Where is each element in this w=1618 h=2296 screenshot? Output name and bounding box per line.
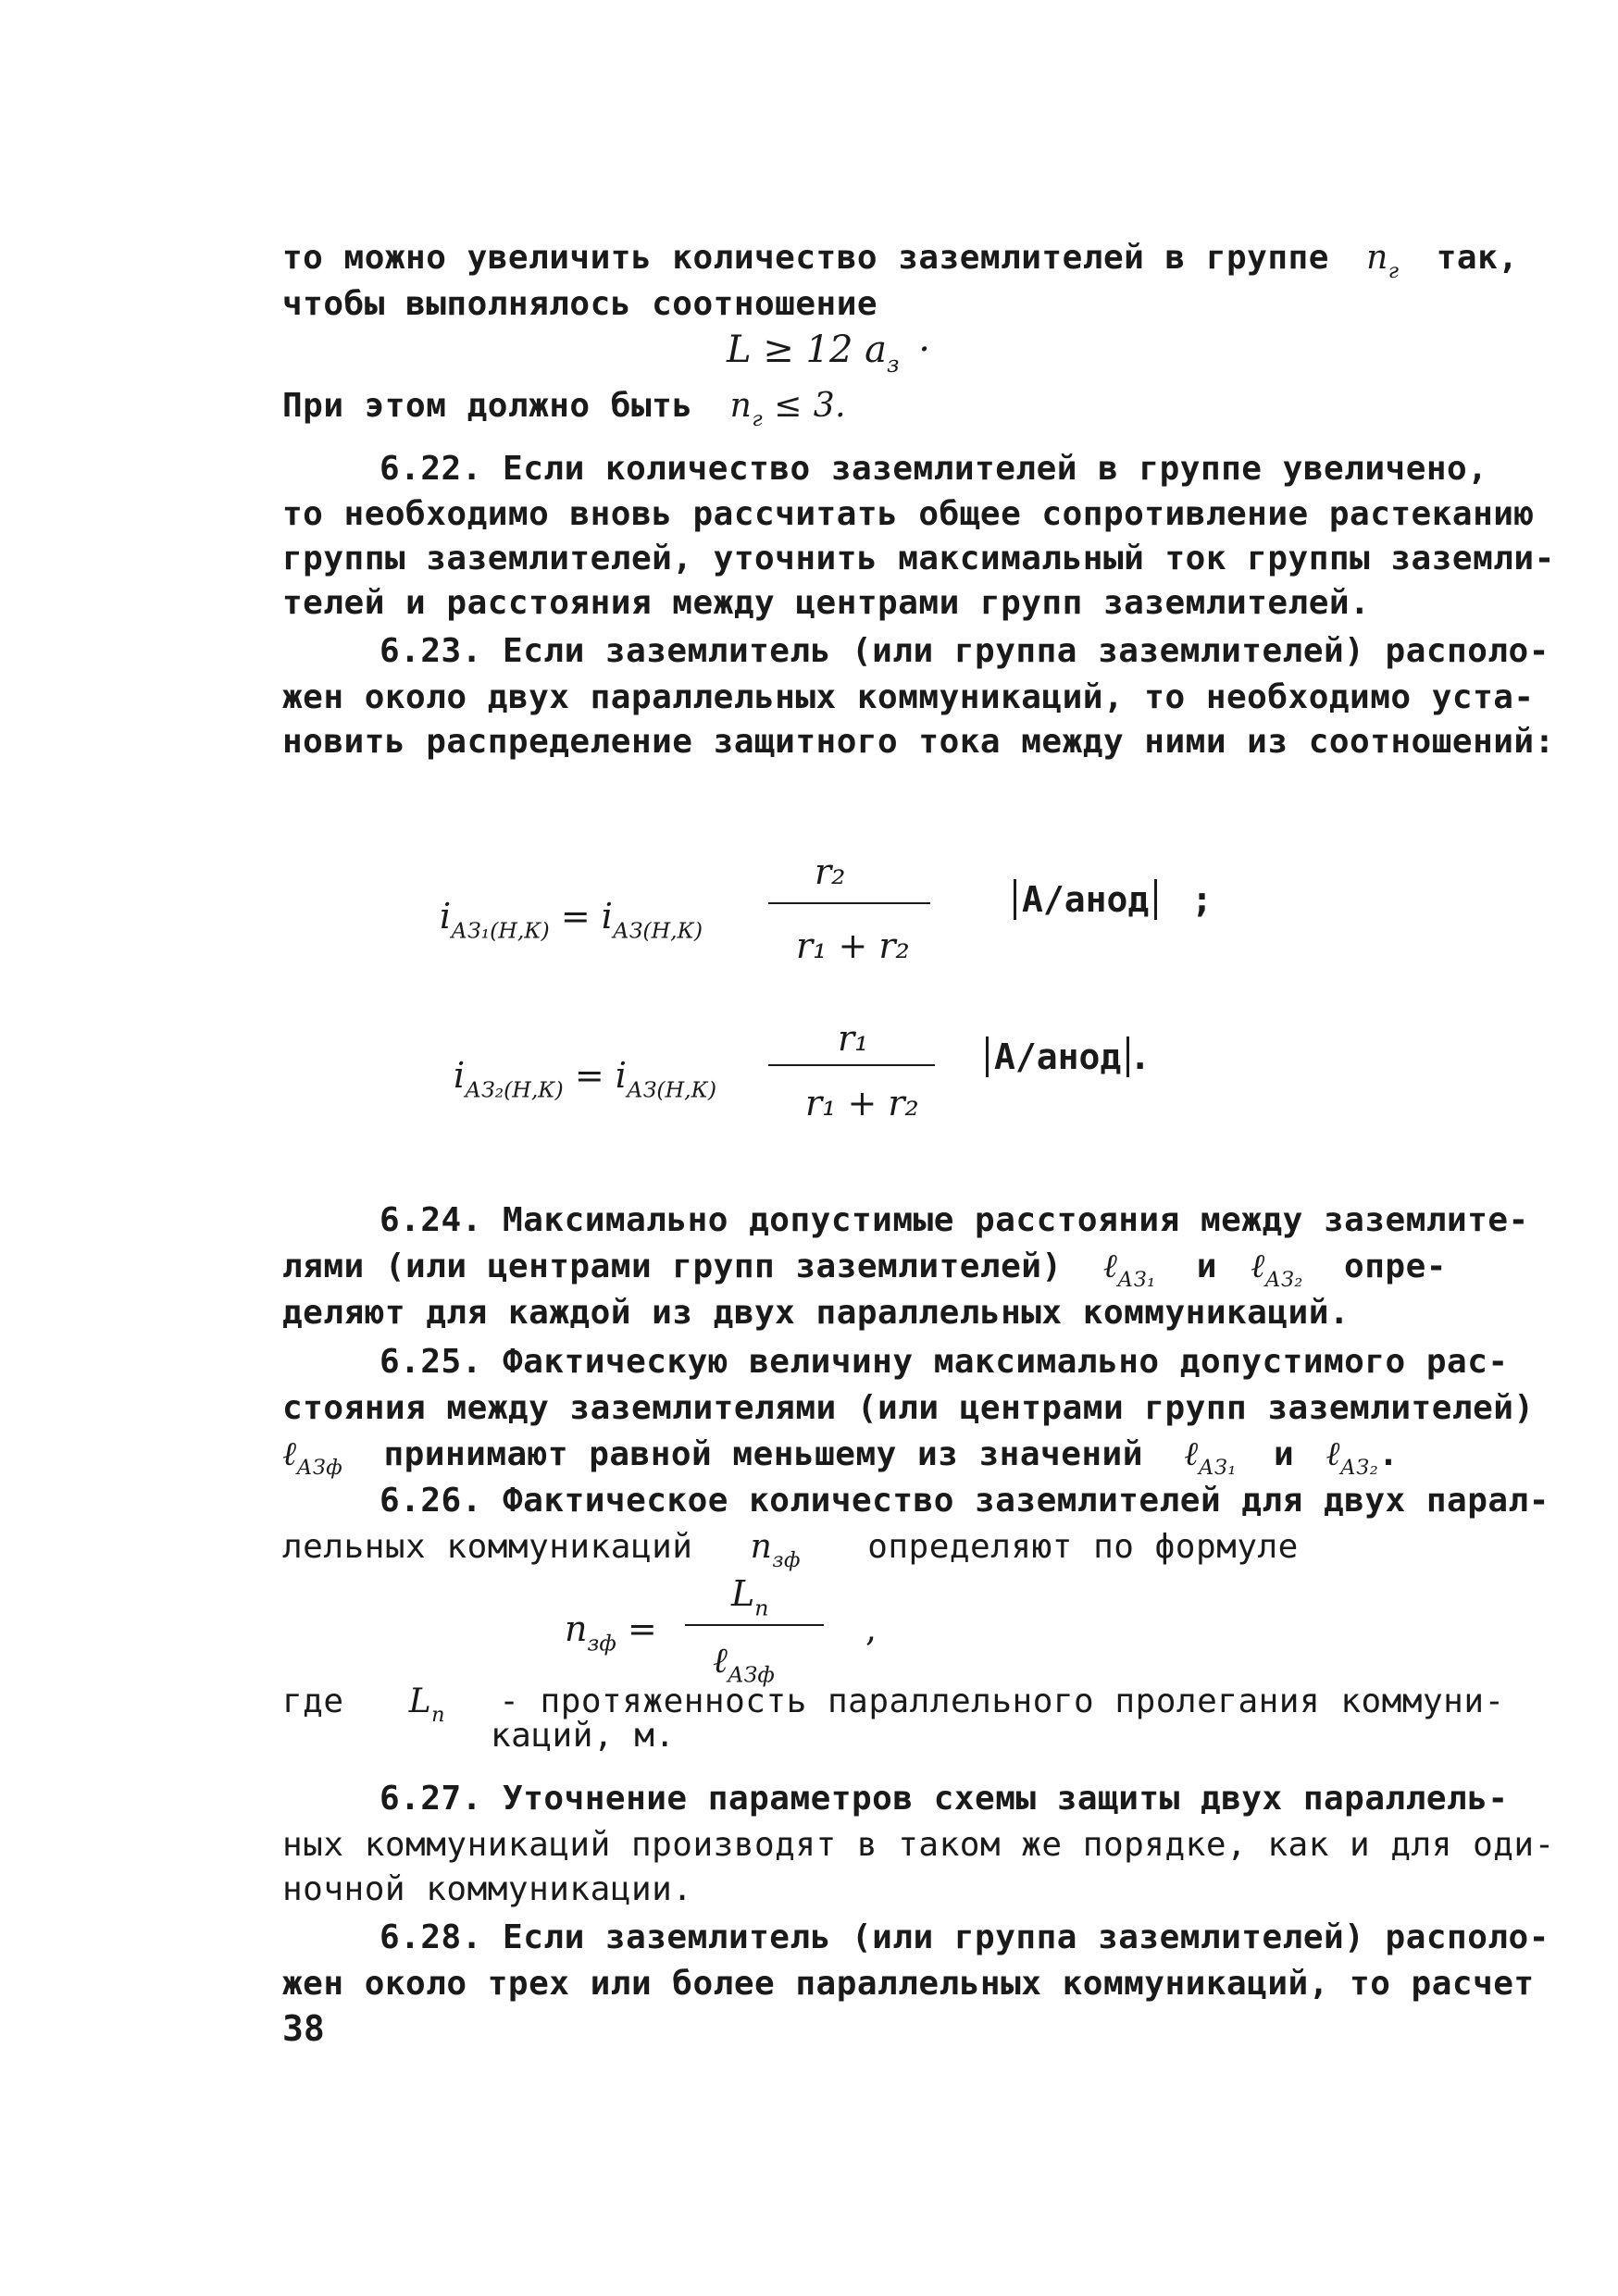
p628-line-1: 6.28. Если заземлитель (или группа заземлителей) располо- [380,1918,1550,1956]
p622-line-2: то необходимо вновь рассчитать общее сопротивление растеканию [282,495,1535,533]
count-numerator: $L_п$ [731,1573,769,1621]
p625-line-1: 6.25. Фактическую величину максимально допустимого рас- [380,1343,1509,1381]
var-n-g: $n_г$ [1366,239,1400,284]
document-page: то можно увеличить количество заземлителей в группе $n_г$ так, чтобы выполнялось соотношение L ≥ 12 $a_з$ · При этом должно быть $n_г \le 3$. 6.22. Если количество заземлителей в группе увеличено, то необходимо вновь рассчитать общее сопротивление растеканию группы заземлителей, уточнить максимальный ток группы заземли- телей и расстояния между центрами групп заземлителей. 6.23. Если заземлитель (или группа заземлителей) располо- жен около двух параллельных коммуникаций, то необходимо уста- новить распределение защитного тока между ними из соотношений: $i_{АЗ_1(Н,К)} = i_{АЗ(Н,К)}$ r₂ r₁ + r₂ А/анод ; $i_{АЗ_2(Н,К)} = i_{АЗ(Н,К)}$ r₁ r₁ + r₂ А/анод . 6.24. Максимально допустимые расстояния между заземлите- лями (или центрами групп заземлителей) ℓ$_{АЗ_1}$ и ℓ$_{АЗ_2}$ опре- деляют для каждой из двух параллельных коммуникаций. 6.25. Фактическую величину максимально допустимого рас- стояния между заземлителями (или центрами групп заземлителей) ℓ$_{АЗф}$ принимают равной меньшему из значений ℓ$_{АЗ_1}$ и ℓ$_{АЗ_2}$. 6.26. Фактическое количество заземлителей для двух парал- лельных коммуникаций $n_{зф}$ определяют по формуле $n_{зф}$ = $L_п$ ℓ$_{АЗф}$ , где $L_п$ - протяженность параллельного пролегания коммуни- каций, м. 6.27. Уточнение параметров схемы защиты двух параллель- ных коммуникаций производят в таком же порядке, как и для оди- ночной коммуникации. 6.28. Если заземлитель (или группа заземлителей) располо- жен около трех или более параллельных коммуникаций, то расчет 38 [0,0,1618,2296]
fraction-2-bar [768,1064,935,1066]
p623-line-2: жен около двух параллельных коммуникаций, то необходимо уста- [282,678,1535,716]
p626-line-1: 6.26. Фактическое количество заземлителей для двух парал- [380,1482,1550,1520]
p622-line-4: телей и расстояния между центрами групп заземлителей. [282,584,1371,622]
unit-1: А/анод ; [1014,879,1213,920]
unit-2: А/анод . [986,1036,1151,1077]
intro-line-1: то можно увеличить количество заземлителей в группе $n_г$ так, [282,239,1519,284]
where-line-1: где $L_п$ - протяженность параллельного пролегания коммуни- [282,1682,1505,1728]
fraction-2-denominator: r₁ + r₂ [805,1083,919,1123]
p627-line-1: 6.27. Уточнение параметров схемы защиты двух параллель- [380,1780,1509,1818]
p627-line-3: ночной коммуникации. [282,1870,693,1908]
p626-line-2: лельных коммуникаций $n_{зф}$ определяют по формуле [282,1528,1299,1573]
p628-line-2: жен около трех или более параллельных коммуникаций, то расчет [282,1965,1535,2003]
intro-line-2: чтобы выполнялось соотношение [282,285,878,323]
p623-line-1: 6.23. Если заземлитель (или группа заземлителей) располо- [380,632,1550,670]
fraction-1-numerator: r₂ [815,851,846,892]
p624-line-1: 6.24. Максимально допустимые расстояния между заземлите- [380,1201,1529,1239]
fraction-1-bar [768,902,930,904]
p625-line-3: ℓ$_{АЗф}$ принимают равной меньшему из значений ℓ$_{АЗ_1}$ и ℓ$_{АЗ_2}$. [282,1435,1400,1481]
page-number: 38 [282,2008,325,2049]
fraction-1-denominator: r₁ + r₂ [796,925,910,966]
p622-line-3: группы заземлителей, уточнить максимальный ток группы заземли- [282,540,1555,577]
inequality: L ≥ 12 $a_з$ · [727,329,930,379]
count-denominator: ℓ$_{АЗф}$ [713,1640,775,1688]
p622-line-1: 6.22. Если количество заземлителей в группе увеличено, [380,450,1488,488]
p624-line-2: лями (или центрами групп заземлителей) ℓ$_{АЗ_1}$ и ℓ$_{АЗ_2}$ опре- [282,1247,1447,1293]
p623-line-3: новить распределение защитного тока между ними из соотношений: [282,723,1555,761]
count-fraction-bar [685,1624,824,1626]
p627-line-2: ных коммуникаций производят в таком же порядке, как и для оди- [282,1826,1555,1864]
p625-line-2: стояния между заземлителями (или центрами групп заземлителей) [282,1389,1535,1427]
fraction-2-numerator: r₁ [838,1018,869,1059]
intro-line-3: При этом должно быть $n_г \le 3$. [282,387,847,432]
where-line-2: каций, м. [491,1717,676,1755]
p624-line-3: деляют для каждой из двух параллельных коммуникаций. [282,1294,1350,1332]
